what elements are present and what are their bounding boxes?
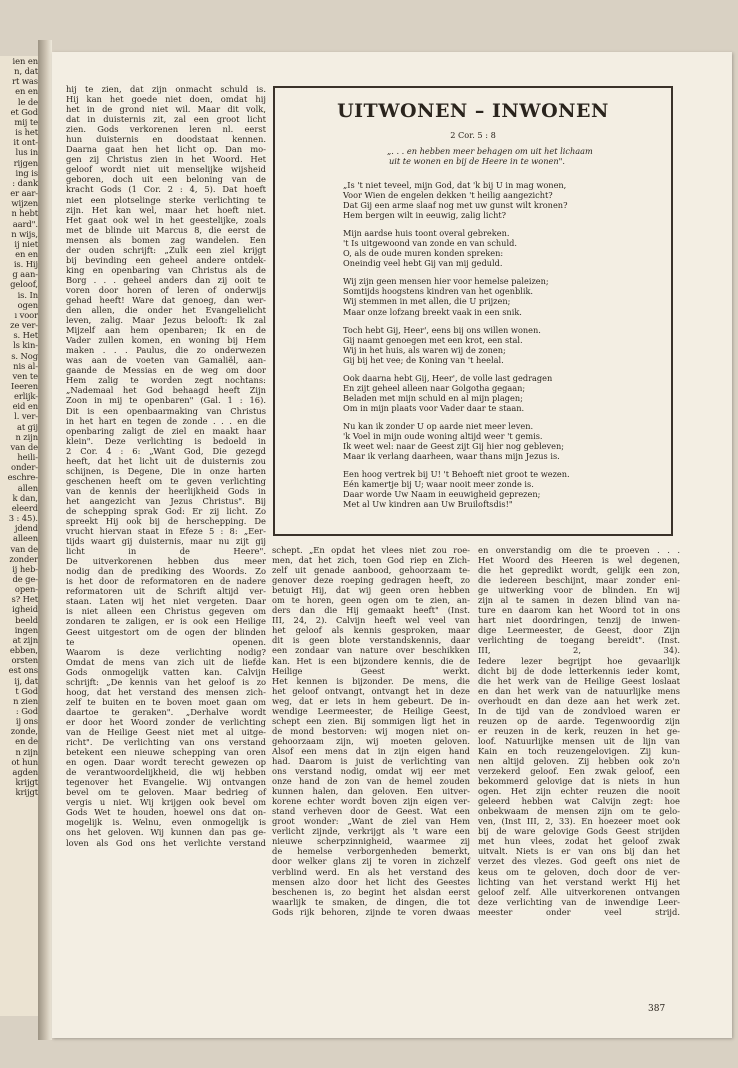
poem-verse: Gij bij het vee; de Koning van 't heelal. [343, 354, 504, 365]
text-line: gen zij Christus zien in het Woord. Het [66, 154, 266, 165]
facing-page-fragment: t God [15, 685, 38, 696]
facing-page-fragment: ls kin- [13, 340, 38, 351]
text-line: ge uitwerking voor de blinden. En wij [478, 585, 680, 596]
text-line: zelf te buiten en te boven moet gaan om [66, 696, 266, 707]
text-line: kunnen halen, dan geloven. Een uitver- [272, 786, 470, 797]
text-line: Het Woord des Heeren is wel degenen, [478, 555, 680, 566]
facing-page-fragment: rijgen [13, 157, 38, 168]
facing-page-fragment: en en [15, 86, 38, 97]
text-line: en dan het werk van de natuurlijke mens [478, 685, 680, 696]
poem-verse: Beladen met mijn schuld en al mijn plagen; [343, 392, 523, 403]
text-line: beschenen is, zo begint het alsdan eerst [272, 886, 470, 897]
text-line: hoog, dat het verstand des mensen zich- [66, 686, 266, 697]
poem-epigraph-line: uit te wonen en bij de Heere in te wonen". [389, 156, 565, 166]
text-line: geleerd hebben wat Calvijn zegt: hoe [478, 796, 680, 807]
text-line: den allen, die onder het Evangelielicht [66, 305, 266, 316]
text-line: schept. „En opdat het vlees niet zou roe- [272, 545, 470, 555]
text-line: meester onder veel strijd. [478, 906, 680, 917]
text-line: nodig dan de prediking des Woords. Zo [66, 566, 266, 577]
facing-page-fragment: en de [15, 736, 38, 747]
text-line: was aan de voeten van Gamaliël, aan- [66, 355, 266, 366]
facing-page-fragment: s. Het [13, 330, 38, 341]
facing-page-fragment: ogen [17, 299, 38, 310]
text-line: licht in de Heere". [66, 546, 266, 557]
text-line: korene echter wordt boven zijn eigen ver- [272, 796, 470, 807]
text-line: loof. Natuurlijke mensen uit de lijn van [478, 735, 680, 746]
facing-page-fragment: van de [10, 441, 38, 452]
text-line: schrijft: „De kennis van het geloof is zo [66, 676, 266, 687]
text-line: deze verlichting van de inwendige Leer- [478, 896, 680, 907]
text-line: daartoe te geraken". „Derhalve wordt [66, 706, 266, 717]
text-line: gehad heeft! Ware dat genoeg, dan wer- [66, 294, 266, 305]
facing-page-fragment: nis al- [13, 360, 38, 371]
poem-stanza [343, 228, 663, 268]
text-line: het aangezicht van Jezus Christus". Bij [66, 495, 266, 506]
poem-verse: Een hoog vertrek bij U! 't Behoeft niet groot te wezen. [343, 469, 570, 480]
text-line: zijn. Het kan wel, maar het hoeft niet. [66, 204, 266, 215]
poem-verse: Ook daarna hebt Gij, Heer', de volle last gedragen [343, 372, 553, 383]
facing-page-fragment: n zien [13, 695, 38, 706]
text-line: hart niet doordringen, tenzij de inwen- [478, 615, 680, 626]
text-line: zelf uit genade aanbood, gehoorzaam te- [272, 565, 470, 576]
text-line: richt". De verlichting van ons verstand [66, 737, 266, 748]
text-line: betekent een nieuwe schepping van oren [66, 747, 266, 758]
text-line: weg, dat er iets in hem gebeurt. De in- [272, 695, 470, 706]
text-line: hun duisternis en doodstaat kennen. [66, 134, 266, 145]
text-line: dige Leermeester, de Geest, door Zijn [478, 625, 680, 636]
text-line: „Nademaal het God behaagd heeft Zijn [66, 385, 266, 396]
text-line: Het kennen is bijzonder. De mens, die [272, 675, 470, 686]
text-line: waarlijk te smaken, de dingen, die tot [272, 896, 470, 907]
poem-verse: O, als de oude muren konden spreken: [343, 248, 504, 259]
facing-page-fragment: eleerd [11, 502, 38, 513]
text-line: king en openbaring van Christus als de [66, 264, 266, 275]
text-line: gehoorzaam zijn, wij moeten geloven. [272, 735, 470, 746]
text-line: de hemelse verborgenheden bemerkt, [272, 846, 470, 857]
text-line: tijds waart gij duisternis, maar nu zijt gij [66, 536, 266, 547]
text-line: vrucht hiervan staat in Efeze 5 : 8: „Eer- [66, 526, 266, 537]
text-line: Alsof een mens dat in zijn eigen hand [272, 745, 470, 756]
text-line: verlicht zijnde, verkrijgt als 't ware een [272, 826, 470, 837]
text-line: de schepping sprak God: Er zij licht. Zo [66, 505, 266, 516]
text-line: Geest uitgestort om de ogen der blinden [66, 626, 266, 637]
poem-verse: Eén kamertje bij U; waar nooit meer zonde is. [343, 479, 534, 490]
poem-verse: Ik weet wel: naar de Geest zijt Gij hier nog gebleven; [343, 441, 565, 452]
text-line: is het door de reformatoren en de nadere [66, 576, 266, 587]
facing-page-fragment: : God [15, 706, 38, 716]
poem-verse: Met al Uw kindren aan Uw Bruiloftsdis!" [343, 499, 513, 510]
text-line: door welker glans zij te voren in zichzelf [272, 856, 470, 867]
text-line: Hij kan het goede niet doen, omdat hij [66, 94, 266, 105]
facing-page-fragment: van de [10, 543, 38, 554]
text-line: er door het Woord zonder de verlichting [66, 716, 266, 727]
text-line: heeft, dat het licht uit de duisternis zou [66, 455, 266, 466]
poem-stanza [343, 373, 663, 413]
facing-page-fragment: ij heb- [12, 563, 38, 574]
text-line: bevel om te geloven. Maar bedrieg of [66, 787, 266, 798]
text-line: met de blinde uit Marcus 8, die eerst de [66, 224, 266, 235]
poem-stanza [343, 276, 663, 316]
facing-page-fragment: de ge- [12, 573, 38, 584]
facing-page-edge [0, 56, 39, 1016]
facing-page-fragment: ien en [12, 56, 38, 66]
text-line: die het werk van de Heilige Geest loslaat [478, 675, 680, 686]
facing-page-fragment: is. In [17, 289, 38, 300]
text-line: is niet alleen een Christus gegeven om [66, 606, 266, 617]
text-line: tegenover het Evangelie. Wij ontvangen [66, 777, 266, 788]
text-line: Vader zullen komen, en woning bij Hem [66, 335, 266, 346]
text-line: betuigt Hij, dat wij geen oren hebben [272, 585, 470, 596]
poem-verse: Wij in het huis, als waren wij de zonen; [343, 344, 506, 355]
text-line: bekommerd gelovige dat is niets in hun [478, 776, 680, 787]
text-line: onbekwaam de mensen zijn om te gelo- [478, 806, 680, 817]
facing-page-fragment: est ons [8, 665, 38, 676]
article-column-right [478, 545, 680, 917]
text-line: het geloof ontvangt, ontvangt het in deze [272, 685, 470, 696]
text-line: ders dan die Hij gemaakt heeft" (Inst. [272, 605, 470, 616]
facing-page-fragment: ingen [14, 624, 38, 635]
text-line: zien. Gods verkorenen leren nl. eerst [66, 124, 266, 135]
text-line: schijnen, is Degene, Die in onze harten [66, 465, 266, 476]
facing-page-fragment: n zijn [15, 431, 38, 442]
facing-page-fragment: n wijs, [11, 228, 38, 239]
poem-verse: Hem bergen wilt in eeuwig, zalig licht? [343, 210, 507, 221]
facing-page-fragment: er aar- [10, 188, 38, 199]
text-line: III, 2, 34). [478, 645, 680, 656]
text-line: Zoon in mij te openbaren" (Gal. 1 : 16). [66, 395, 266, 406]
text-line: te openen. [66, 636, 266, 647]
text-line: Heilige Geest werkt. [272, 665, 470, 676]
text-line: mensen alzo door het licht des Geestes [272, 876, 470, 887]
text-line: loven als God ons het verlichte verstand [66, 837, 266, 848]
poem-verse: „Is 't niet teveel, mijn God, dat 'k bij U in mag wonen, [343, 180, 567, 190]
text-line: van de kennis der heerlijkheid Gods in [66, 485, 266, 496]
poem-verse: Toch hebt Gij, Heer', eens bij ons willen wonen. [343, 324, 541, 335]
facing-page-fragment: 3 : 45). [8, 513, 38, 524]
text-line: het in de grond niet wil. Maar dit volk, [66, 104, 266, 115]
page [52, 52, 732, 1038]
poem-epigraph [387, 146, 647, 166]
facing-page-fragment: krijgt [15, 787, 38, 798]
facing-page-fragment: ing is [15, 167, 38, 178]
facing-page-fragment: lus in [15, 147, 38, 158]
text-line: De uitverkorenen hebben dus meer [66, 556, 266, 567]
text-line: III, 24, 2). Calvijn heeft wel veel van [272, 615, 470, 626]
facing-page-fragment: at gij [16, 421, 38, 432]
facing-page-fragment: open- [14, 584, 38, 595]
text-line: dit is geen blote verstandskennis, daar [272, 635, 470, 646]
text-line: Gods Wet te houden, hoewel ons dat on- [66, 807, 266, 818]
text-line: Het gaat ook wel in het geestelijke, zoals [66, 214, 266, 225]
text-line: geboren, doch uit een beloning van de [66, 174, 266, 185]
facing-page-fragment: eid en [12, 401, 38, 412]
text-line: een zondaar van nature over beschikken [272, 645, 470, 656]
text-line: die iedereen beschijnt, maar zonder eni- [478, 575, 680, 586]
text-line: die het gepredikt wordt, gelijk een zon, [478, 565, 680, 576]
text-line: men, dat het zich, toen God riep en Zich- [272, 555, 470, 566]
text-line: staan. Laten wij het niet vergeten. Daar [66, 596, 266, 607]
text-line: ven, (Inst III, 2, 33). En hoezeer moet ook [478, 816, 680, 827]
text-line: had. Daarom is juist de verlichting van [272, 755, 470, 766]
text-line: Mijzelf aan hem openbaren; Ik en de [66, 325, 266, 336]
poem-verse: Maar onze lofzang breekt vaak in een snik. [343, 306, 522, 317]
facing-page-fragment: ven te [12, 370, 38, 381]
facing-page-fragment: eschre- [7, 472, 38, 483]
text-line: en onverstandig om die te proeven . . . [478, 545, 680, 555]
book-gutter [38, 40, 52, 1040]
facing-page-fragment: k dan, [12, 492, 38, 503]
text-line: dat in duisternis zit, zal een groot licht [66, 114, 266, 125]
text-line: genover deze roeping gedragen heeft, zo [272, 575, 470, 586]
text-line: met hun vlees, zodat het geloof zwak [478, 836, 680, 847]
facing-page-fragment: orsten [11, 655, 38, 666]
facing-page-fragment: zonder [9, 553, 38, 564]
facing-page-fragment: jdend [14, 523, 38, 534]
facing-page-fragment: mij te [14, 116, 38, 127]
text-line: kracht Gods (1 Cor. 2 : 4, 5). Dat hoeft [66, 184, 266, 195]
poem-verse: Nu kan ik zonder U op aarde niet meer leven. [343, 420, 534, 431]
text-line: Daarna gaat hen het licht op. Dan mo- [66, 144, 266, 155]
facing-page-fragment: le de [17, 96, 38, 107]
poem-stanza [343, 421, 663, 461]
text-line: In de tijd van de zondvloed waren er [478, 705, 680, 716]
text-line: dicht bij de dode letterkennis ieder komt, [478, 665, 680, 676]
text-line: lichting van het verstand werkt Hij het [478, 876, 680, 887]
facing-page-fragment: is het [15, 127, 38, 138]
facing-page-fragment: s. Nog [11, 350, 38, 361]
facing-page-fragment: n zijn [15, 746, 38, 757]
text-line: geschenen heeft om te geven verlichting [66, 475, 266, 486]
text-line: Dit is een openbaarmaking van Christus [66, 405, 266, 416]
facing-page-fragment: heili- [17, 452, 38, 463]
facing-page-fragment: wijzen [11, 198, 38, 209]
text-line: in het hart en tegen de zonde . . . en die [66, 415, 266, 426]
facing-page-fragment: krijgt [15, 777, 38, 788]
facing-page-fragment: agden [12, 766, 38, 777]
facing-page-fragment: n, dat [14, 66, 38, 77]
text-line: schept een zien. Bij sommigen ligt het in [272, 715, 470, 726]
text-line: zondaren te zaligen, er is ook een Heilige [66, 616, 266, 627]
facing-page-fragment: beeld [15, 614, 38, 625]
text-line: der ouden schrijft: „Zulk een ziel krijgt [66, 244, 266, 255]
text-line: leven, zalig. Maar Jezus belooft: Ik zal [66, 315, 266, 326]
poem-verse: Oneindig veel hebt Gij van mij geduld. [343, 258, 503, 269]
text-line: zijn al te samen in dezen blind van na- [478, 595, 680, 606]
poem-verse: Wij zijn geen mensen hier voor hemelse paleizen; [343, 276, 549, 287]
text-line: gaande de Messias en de weg om door [66, 365, 266, 376]
text-line: geloof wordt niet uit menselijke wijsheid [66, 164, 266, 175]
text-line: verblind werd. En als het verstand des [272, 866, 470, 877]
article-column-left [66, 84, 266, 848]
facing-page-fragment: ot hun [11, 756, 38, 767]
facing-page-fragment: zonde, [10, 726, 38, 737]
text-line: groot wonder: „Want de ziel van Hem [272, 816, 470, 827]
poem-verse: 't Is uitgewoond van zonde en van schuld. [343, 238, 517, 249]
facing-page-fragment: ij, dat [14, 675, 38, 686]
facing-page-fragment: it ont- [13, 137, 38, 148]
text-line: nen altijd geloven. Zij hebben ook zo'n [478, 755, 680, 766]
text-line: Gods rijk behoren, zijnde te voren dwaas [272, 906, 470, 917]
text-line: bij de ware gelovige Gods Geest strijden [478, 826, 680, 837]
poem-verse: En zijt geheel alleen naar Golgotha gegaan; [343, 382, 526, 393]
text-line: onze hand de zon van de hemel zouden [272, 776, 470, 787]
text-line: en ogen. Daar wordt terecht gewezen op [66, 757, 266, 768]
page-number: 387 [648, 1004, 666, 1014]
poem-verse: Voor Wien de engelen dekken 't heilig aangezicht? [343, 190, 553, 201]
text-line: wendige Leermeester, de Heilige Geest, [272, 705, 470, 716]
poem-verse: Om in mijn plaats voor Vader daar te staan. [343, 402, 525, 413]
text-line: Kain en toch reuzengelovigen. Zij kun- [478, 745, 680, 756]
text-line: er reuzen in de kerk, reuzen in het ge- [478, 725, 680, 736]
text-line: mensen als bomen zag wandelen. Een [66, 234, 266, 245]
text-line: Borg . . . geheel anders dan zij ooit te [66, 274, 266, 285]
facing-page-fragment: Ieeren [11, 381, 38, 391]
facing-page-fragment: geloof, [10, 279, 38, 290]
text-line: nieuwe scherpzinnigheid, waarmee zij [272, 836, 470, 847]
text-line: de mond bestorven: wij mogen niet on- [272, 725, 470, 736]
facing-page-fragment: ij niet [14, 238, 38, 249]
facing-page-fragment: l. ver- [14, 411, 38, 422]
text-line: keus om te geloven, doch door de ver- [478, 866, 680, 877]
facing-page-fragment: ze ver- [10, 320, 38, 331]
text-line: voren door horen of leren of onderwijs [66, 284, 266, 295]
poem-verse: 'k Voel in mijn oude woning altijd weer 't gemis. [343, 430, 543, 441]
text-line: Omdat de mens van zich uit de liefde [66, 656, 266, 667]
text-line: overhoudt en dan deze aan het werk zet. [478, 695, 680, 706]
text-line: ogen. Het zijn echter reuzen die nooit [478, 786, 680, 797]
facing-page-fragment: at zijn [12, 634, 38, 645]
facing-page-fragment: ı voor [14, 309, 38, 320]
text-line: reuzen op de aarde. Tegenwoordig zijn [478, 715, 680, 726]
facing-page-fragment: en en [15, 248, 38, 259]
poem-verse: Daar worde Uw Naam in eeuwigheid geprezen; [343, 489, 541, 500]
text-line: verzekerd geloof. Een zwak geloof, een [478, 766, 680, 777]
text-line: ture en daarom kan het Woord tot in ons [478, 605, 680, 616]
poem-stanza [343, 180, 663, 220]
facing-page-fragment: ij ons [15, 716, 38, 727]
text-line: Gods onmogelijk vatten kan. Calvijn [66, 666, 266, 677]
poem-reference: 2 Cor. 5 : 8 [450, 130, 496, 140]
facing-page-fragment: rt was [12, 76, 38, 87]
text-line: stand verheven door de Geest. Wat een [272, 806, 470, 817]
facing-page-fragment: igheid [12, 604, 38, 615]
facing-page-fragment: g aan- [12, 269, 38, 280]
text-line: verlichting de toegang bereidt". (Inst. [478, 635, 680, 646]
text-line: Waarom is deze verlichting nodig? [66, 646, 266, 657]
text-line: hij te zien, dat zijn onmacht schuld is. [66, 84, 266, 94]
text-line: Iedere lezer begrijpt hoe gevaarlijk [478, 655, 680, 666]
poem-epigraph-line: „. . . en hebben meer behagen om uit het lichaam [387, 146, 593, 156]
poem-verse: Mijn aardse huis toont overal gebreken. [343, 228, 510, 239]
poem-verse: Wij stemmen in met allen, die U prijzen; [343, 296, 511, 307]
article-column-middle [272, 545, 470, 917]
text-line: vergis u niet. Wij krijgen ook bevel om [66, 797, 266, 808]
text-line: Hem zalig te worden zegt nochtans: [66, 375, 266, 386]
text-line: uitvalt. Niets is er van ons bij dan het [478, 846, 680, 857]
facing-page-fragment: aard". [12, 218, 38, 229]
facing-page-fragment: n hebt [11, 208, 38, 219]
text-line: 2 Cor. 4 : 6: „Want God, Die gezegd [66, 445, 266, 456]
text-line: mogelijk is. Welnu, even onmogelijk is [66, 817, 266, 828]
poem-title: UITWONEN – INWONEN [337, 100, 609, 122]
text-line: bij bevinding een geheel andere ontdek- [66, 254, 266, 265]
text-line: geloof zelf. Alle uitverkorenen ontvangen [478, 886, 680, 897]
facing-page-fragment: allen [17, 482, 38, 493]
poem-body [343, 180, 663, 517]
text-line: kan. Het is een bijzondere kennis, die de [272, 655, 470, 666]
text-line: spreekt Hij ook bij de herschepping. De [66, 516, 266, 527]
text-line: van de Heilige Geest niet met al uitge- [66, 727, 266, 737]
text-line: maken . . . Paulus, die zo onderwezen [66, 345, 266, 356]
text-line: ons het geloven. Wij kunnen dan pas ge- [66, 827, 266, 838]
poem-stanza [343, 469, 663, 509]
poem-verse: Somtijds hoogstens kindren van het ogenblik. [343, 286, 534, 297]
poem-stanza [343, 325, 663, 365]
facing-page-fragment: et God [10, 106, 38, 117]
text-line: openbaring zaligt de ziel en maakt haar [66, 425, 266, 436]
poem-verse: Maar ik verlang daarheen, waar thans mijn Jezus is. [343, 451, 560, 462]
facing-page-fragment: alleen [12, 533, 38, 544]
text-line: om te horen, geen ogen om te zien, an- [272, 595, 470, 606]
text-line: de verantwoordelijkheid, die wij hebben [66, 767, 266, 778]
facing-page-fragment: ebben, [9, 645, 38, 656]
text-line: verzet des vlezes. God geeft ons niet de [478, 856, 680, 867]
poem-verse: Gij naamt genoegen met een krot, een stal. [343, 334, 523, 345]
text-line: reformatoren uit de Schrift altijd ver- [66, 586, 266, 597]
poem-box [273, 86, 673, 536]
facing-page-fragment: s? Het [11, 594, 38, 605]
facing-page-fragment: onder- [11, 462, 38, 473]
poem-verse: Dat Gij een arme slaaf nog met uw gunst wilt kronen? [343, 200, 568, 211]
text-line: ons verstand nodig, omdat wij eer met [272, 766, 470, 777]
facing-page-fragment: erlijk- [14, 391, 38, 402]
facing-page-fragment: is. Hij [13, 259, 38, 270]
text-line: het geloof als kennis gesproken, maar [272, 625, 470, 636]
facing-page-fragment: : dank [12, 177, 38, 188]
text-line: klein". Deze verlichting is bedoeld in [66, 435, 266, 446]
text-line: niet een plotselinge sterke verlichting te [66, 194, 266, 205]
